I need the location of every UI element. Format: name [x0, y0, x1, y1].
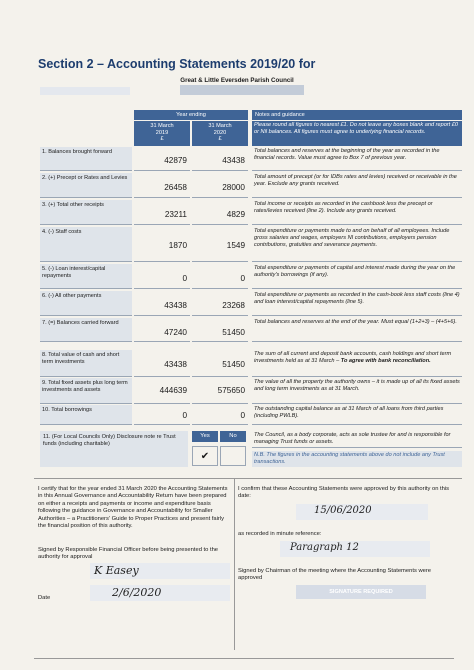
value-2020: 23268: [192, 291, 248, 316]
row-label: 9. Total fixed assets plus long term investments and assets: [40, 378, 132, 404]
value-2020: 0: [192, 405, 248, 425]
value-2019: 23211: [134, 200, 190, 225]
bottom-rule: [34, 658, 454, 659]
signature-required-box[interactable]: SIGNATURE REQUIRED: [296, 585, 426, 599]
no-header: No: [220, 431, 246, 442]
column-2019-currency: £: [160, 136, 164, 143]
yes-checkbox[interactable]: ✔: [192, 446, 218, 466]
row-note: The outstanding capital balance as at 31 March of all loans from third parties (including PWLB).: [252, 405, 462, 425]
trust-label: 11. (For Local Councils Only) Disclosure note re Trust funds (including charitable): [40, 431, 188, 467]
approval-text: I confirm that these Accounting Statements were approved by this authority on this date:: [238, 486, 450, 500]
minute-reference-field[interactable]: [280, 541, 430, 557]
trust-nb-note: N.B. The figures in the accounting statements above do not include any Trust transactions.: [252, 451, 462, 467]
row-label: 6. (-) All other payments: [40, 291, 132, 316]
value-2019: 42879: [134, 147, 190, 171]
column-2020-year: 2020: [213, 129, 227, 136]
value-2019: 0: [134, 264, 190, 289]
notes-header: Notes and guidance: [252, 110, 462, 120]
row-label: 3. (+) Total other receipts: [40, 200, 132, 225]
year-ending-header: Year ending: [134, 110, 248, 120]
value-2020: 28000: [192, 173, 248, 198]
rfo-date-field[interactable]: [90, 585, 230, 601]
value-2019: 26458: [134, 173, 190, 198]
column-2020-header: [192, 121, 248, 146]
row-label: 1. Balances brought forward: [40, 147, 132, 171]
column-2020-date: 31 March: [208, 123, 232, 129]
row-label: 5. (-) Loan interest/capital repayments: [40, 264, 132, 289]
date-label: Date: [38, 595, 51, 601]
row-note: Total balances and reserves at the end of the year. Must equal (1+2+3) – (4+5+6).: [252, 318, 462, 342]
yes-header: Yes: [192, 431, 218, 442]
approval-date: 15/06/2020: [314, 505, 372, 516]
value-2020: 1549: [192, 227, 248, 262]
decorative-band: [40, 87, 130, 95]
chairman-signed-by: Signed by Chairman of the meeting where the Accounting Statements were approved: [238, 568, 432, 582]
value-2019: 43438: [134, 291, 190, 316]
value-2020: 0: [192, 264, 248, 289]
column-divider: [234, 478, 235, 650]
value-2020: 575650: [192, 378, 248, 404]
section-divider: [34, 478, 462, 479]
rfo-date: 2/6/2020: [112, 586, 162, 599]
row-note: Total expenditure or payments made to and on behalf of all employees. Include gross salaries and wages, employers NI contributions, employers pension contributions, gratuities and severance payments.: [252, 227, 462, 262]
row-note: Total amount of precept (or for IDBs rates and levies) received or receivable in the year. Exclude any grants received.: [252, 173, 462, 198]
row-note: Total expenditure or payments as recorded in the cash-book less staff costs (line 4) and loan interest/capital repayments (line 5).: [252, 291, 462, 316]
row-label: 7. (=) Balances carried forward: [40, 318, 132, 342]
row-label: 2. (+) Precept or Rates and Levies: [40, 173, 132, 198]
rfo-signed-by: Signed by Responsible Financial Officer before being presented to the authority for approval: [38, 547, 219, 561]
row-note: [252, 350, 462, 377]
minute-label: as recorded in minute reference:: [238, 531, 322, 537]
value-2020: 51450: [192, 318, 248, 342]
value-2019: 444639: [134, 378, 190, 404]
trust-note: The Council, as a body corporate, acts as sole trustee for and is responsible for managing Trust funds or assets.: [252, 431, 462, 448]
approval-date-field[interactable]: [296, 504, 428, 520]
column-2020-currency: £: [218, 136, 222, 143]
certification-text: I certify that for the year ended 31 March 2020 the Accounting Statements in this Annual Governance and Accountability Return have been prepared on either a receipts and payments or income and expenditure basis following the guidance in Governance and Accountability for Smaller Authorities – a Practitioners' Guide to Proper Practices and present fairly the financial position of this authority.: [38, 486, 228, 530]
value-2020: 51450: [192, 350, 248, 377]
guidance-note: Please round all figures to nearest £1. Do not leave any boxes blank and report £0 or Nil balances. All figures must agree to underlying financial records.: [252, 121, 462, 146]
row-note: The value of all the property the authority owns – it is made up of all its fixed assets and long term investments as at 31 March.: [252, 378, 462, 404]
value-2019: 47240: [134, 318, 190, 342]
row-note-emphasis: To agree with bank reconciliation.: [340, 357, 431, 364]
row-note: Total balances and reserves at the beginning of the year as recorded in the financial records. Value must agree to Box 7 of previous year.: [252, 147, 462, 171]
no-checkbox[interactable]: [220, 446, 246, 466]
page-title: Section 2 – Accounting Statements 2019/20 for: [38, 57, 316, 71]
row-label: 4. (-) Staff costs: [40, 227, 132, 262]
council-name: Great & Little Eversden Parish Council: [180, 77, 294, 84]
value-2019: 43438: [134, 350, 190, 377]
row-note-text: The sum of all current and deposit bank accounts, cash holdings and short term investments held as at 31 March –: [254, 351, 452, 364]
value-2019: 0: [134, 405, 190, 425]
row-label: 10. Total borrowings: [40, 405, 132, 425]
column-2019-header: [134, 121, 190, 146]
value-2020: 43438: [192, 147, 248, 171]
row-note: Total income or receipts as recorded in the cashbook less the precept or rates/levies received (line 2). Include any grants received.: [252, 200, 462, 225]
rfo-signature: K Easey: [94, 564, 139, 577]
column-2019-year: 2019: [155, 129, 169, 136]
row-label: 8. Total value of cash and short term investments: [40, 350, 132, 377]
council-name-band: [180, 85, 304, 95]
rfo-signature-field[interactable]: [90, 563, 230, 579]
column-2019-date: 31 March: [150, 123, 174, 129]
value-2020: 4829: [192, 200, 248, 225]
value-2019: 1870: [134, 227, 190, 262]
row-note: Total expenditure or payments of capital and interest made during the year on the authority's borrowings (if any).: [252, 264, 462, 289]
minute-reference: Paragraph 12: [290, 542, 359, 553]
